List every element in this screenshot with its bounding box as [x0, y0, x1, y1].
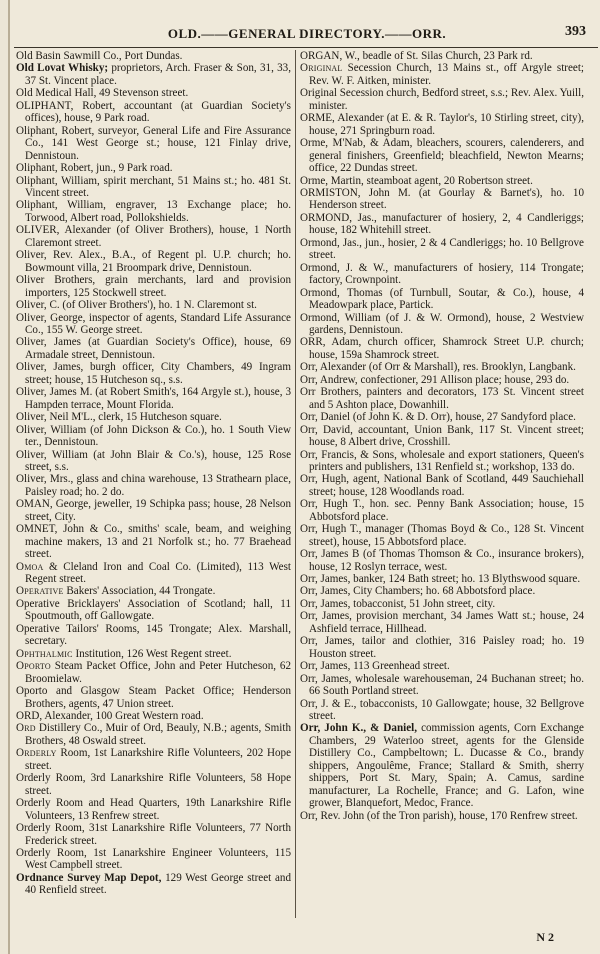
entry-text: commission agents, Corn Exchange Chambers, 29 Waterloo street, agents for the Glenside Distillery Co., Campbeltown; L. Ducasse & Co., brandy shippers, Angoulême, France; Stallard & Smith, sherry shippers, Port St. Mary, Spain; A. Camus, sardine manufacturer, La Rochelle, France; and G. Lafon, wine grower, Blanquefort, Medoc, France.: [309, 722, 584, 810]
entry-heading: Ormond, Jas., jun., hosier, 2 & 4 Candleriggs; ho. 10 Bellgrove street.: [300, 236, 584, 262]
signature-mark: N 2: [536, 930, 554, 944]
column-divider: [295, 50, 296, 918]
directory-entry: [300, 698, 584, 723]
directory-entry: [16, 224, 291, 249]
directory-entry: [16, 822, 291, 847]
directory-entry: [16, 772, 291, 797]
directory-entry: [16, 100, 291, 125]
entry-text: Secession Church, 13 Mains st., off Argyle street; Rev. W. F. Aitken, minister.: [309, 62, 584, 87]
directory-entry: [16, 312, 291, 337]
entry-text: & Cleland Iron and Coal Co. (Limited), 113 West Regent street.: [25, 560, 291, 586]
entry-text: Steam Packet Office, John and Peter Hutcheson, 62 Broomielaw.: [25, 660, 291, 685]
directory-entry: [16, 561, 291, 586]
directory-entry: [16, 473, 291, 498]
binding-edge: [8, 0, 10, 954]
entry-heading: Oliver, Mrs., glass and china warehouse, 13 Strathearn place, Paisley road; ho. 2 do.: [16, 473, 291, 498]
entry-heading: Old Medical Hall, 49 Stevenson street.: [16, 87, 189, 100]
directory-entry: [16, 162, 291, 174]
directory-entry: [16, 199, 291, 224]
directory-entry: [300, 573, 584, 585]
directory-entry: [300, 361, 584, 373]
entry-heading: Oliver, James M. (at Robert Smith's, 164 Argyle st.), house, 3 Hampden terrace, Mount Florida.: [16, 386, 291, 411]
entry-heading: Orme, M'Nab, & Adam, bleachers, scourers, calenderers, and general finishers, Greenfield; bleachfield, Newton Mearns; office, 22 Dundas street.: [300, 137, 584, 175]
entry-heading: Orr, James, tobacconist, 51 John street, city.: [300, 597, 496, 610]
directory-entry: [16, 685, 291, 710]
directory-entry: [300, 411, 584, 423]
directory-entry: [16, 797, 291, 822]
page-number: 393: [565, 24, 586, 39]
entry-heading: Oliphant, William, engraver, 13 Exchange place; ho. Torwood, Albert road, Pollokshields.: [16, 199, 291, 224]
entry-heading: Operative Tailors' Rooms, 145 Trongate; Alex. Marshall, secretary.: [16, 622, 291, 648]
directory-entry: [300, 660, 584, 672]
directory-entry: [16, 125, 291, 162]
entry-heading: Orr, Francis, & Sons, wholesale and export stationers, Queen's printers and publishers, 131 Renfield st.; workshop, 133 do.: [300, 448, 584, 473]
directory-entry: [16, 175, 291, 200]
directory-entry: [300, 523, 584, 548]
directory-entry: [300, 374, 584, 386]
directory-entry: [16, 274, 291, 299]
entry-heading: Oliver, C. (of Oliver Brothers'), ho. 1 N. Claremont st.: [16, 299, 257, 312]
entry-heading: Operative Bricklayers' Association of Scotland; hall, 11 Spoutmouth, off Gallowgate.: [16, 597, 291, 623]
entry-heading: Operative: [16, 585, 64, 598]
directory-entry: [16, 623, 291, 648]
header-rule: [14, 47, 598, 48]
entry-heading: Oliver, William (at John Blair & Co.'s), house, 125 Rose street, s.s.: [16, 448, 291, 473]
entry-heading: ORMOND, Jas., manufacturer of hosiery, 2, 4 Candleriggs; house, 182 Whitehill street.: [300, 211, 584, 237]
directory-entry: [300, 62, 584, 87]
directory-entry: [300, 336, 584, 361]
directory-entry: [300, 585, 584, 597]
entry-heading: Orr, Rev. John (of the Tron parish), house, 170 Renfrew street.: [300, 809, 578, 822]
directory-entry: [300, 87, 584, 112]
directory-entry: [16, 847, 291, 872]
directory-entry: [16, 87, 291, 99]
directory-entry: [300, 50, 584, 62]
entry-heading: Orderly Room and Head Quarters, 19th Lanarkshire Rifle Volunteers, 13 Renfrew street.: [16, 797, 291, 822]
entry-heading: Orr, James, tailor and clothier, 316 Paisley road; ho. 19 Houston street.: [300, 635, 584, 660]
directory-entry: [300, 610, 584, 635]
entry-heading: Oliver, William (of John Dickson & Co.), ho. 1 South View ter., Dennistoun.: [16, 423, 291, 449]
entry-heading: ORR, Adam, church officer, Shamrock Street U.P. church; house, 159a Shamrock street.: [300, 336, 584, 361]
left-column: [16, 50, 291, 897]
entry-text: proprietors, Arch. Fraser & Son, 31, 33, 37 St. Vincent place.: [25, 62, 292, 87]
directory-entry: [300, 810, 584, 822]
entry-heading: OMAN, George, jeweller, 19 Schipka pass; house, 28 Nelson street, City.: [16, 498, 291, 523]
entry-heading: Orr, Andrew, confectioner, 291 Allison place; house, 293 do.: [300, 373, 570, 386]
entry-heading: Orr, James, City Chambers; ho. 68 Abbotsford place.: [300, 585, 536, 598]
entry-heading: Orr, Hugh, agent, National Bank of Scotland, 449 Sauchiehall street; house, 128 Woodlands road.: [300, 473, 584, 498]
directory-entry: [16, 498, 291, 523]
right-column: [300, 50, 584, 822]
directory-entry: [300, 598, 584, 610]
entry-heading: Oporto: [16, 660, 51, 673]
entry-heading: Orderly: [16, 747, 57, 760]
entry-text: Bakers' Association, 44 Trongate.: [63, 585, 216, 598]
entry-heading: ORD, Alexander, 100 Great Western road.: [16, 710, 204, 723]
entry-heading: Orr, James B (of Thomas Thomson & Co., insurance brokers), house, 12 Roslyn terrace, west.: [300, 548, 584, 573]
directory-entry: [16, 249, 291, 274]
directory-entry: [300, 187, 584, 212]
entry-heading: Orr, James, 113 Greenhead street.: [300, 660, 450, 673]
entry-heading: Ormond, Thomas (of Turnbull, Soutar, & Co.), house, 4 Meadowpark place, Partick.: [300, 286, 584, 312]
entry-heading: Oliver, James, burgh officer, City Chambers, 49 Ingram street; house, 15 Hutcheson sq., s.s.: [16, 361, 291, 386]
entry-text: 129 West George street and 40 Renfield street.: [25, 871, 291, 897]
directory-entry: [300, 386, 584, 411]
entry-heading: Original: [300, 62, 343, 75]
entry-heading: Original Secession church, Bedford street, s.s.; Rev. Alex. Yuill, minister.: [300, 87, 584, 112]
directory-entry: [16, 872, 291, 897]
entry-heading: Orr, James, banker, 124 Bath street; ho. 13 Blythswood square.: [300, 573, 581, 586]
directory-entry: [16, 386, 291, 411]
entry-heading: Oliphant, Robert, surveyor, General Life and Fire Assurance Co., 141 West George st.; house, 121 Finlay drive, Dennistoun.: [16, 124, 291, 162]
entry-text: Room, 1st Lanarkshire Rifle Volunteers, 202 Hope street.: [25, 747, 291, 772]
entry-heading: Orr, James, wholesale warehouseman, 24 Buchanan street; ho. 66 South Portland street.: [300, 672, 584, 698]
directory-entry: [300, 548, 584, 573]
entry-heading: Orr, David, accountant, Union Bank, 117 St. Vincent street; house, 8 Albert drive, Crosshill.: [300, 423, 584, 449]
entry-heading: OLIPHANT, Robert, accountant (at Guardian Society's offices), house, 9 Park road.: [16, 99, 291, 125]
directory-entry: [300, 673, 584, 698]
directory-entry: [16, 62, 291, 87]
directory-entry: [16, 411, 291, 423]
directory-entry: [16, 361, 291, 386]
directory-entry: [16, 449, 291, 474]
directory-entry: [16, 598, 291, 623]
entry-heading: Ormond, William (of J. & W. Ormond), house, 2 Westview gardens, Dennistoun.: [300, 311, 584, 336]
entry-heading: Orr, Daniel (of John K. & D. Orr), house, 27 Sandyford place.: [300, 411, 576, 424]
entry-heading: Orr, John K., & Daniel,: [300, 722, 417, 735]
entry-heading: Oliver, Rev. Alex., B.A., of Regent pl. U.P. church; ho. Bowmount villa, 21 Broompark drive, Dennistoun.: [16, 249, 291, 274]
entry-heading: Orr, J. & E., tobacconists, 10 Gallowgate; house, 32 Bellgrove street.: [300, 697, 584, 723]
directory-entry: [300, 262, 584, 287]
running-head: OLD.——GENERAL DIRECTORY.——ORR.: [167, 26, 447, 41]
entry-heading: ORMISTON, John M. (at Gourlay & Barnet's), ho. 10 Henderson street.: [300, 186, 584, 212]
entry-heading: Old Basin Sawmill Co., Port Dundas.: [16, 50, 183, 62]
directory-entry: [16, 50, 291, 62]
directory-page: [8, 0, 600, 954]
entry-text: Distillery Co., Muir of Ord, Beauly, N.B.; agents, Smith Brothers, 48 Oswald street.: [25, 722, 291, 747]
page-header: [20, 22, 594, 44]
entry-heading: ORGAN, W., beadle of St. Silas Church, 23 Park rd.: [300, 50, 533, 62]
directory-entry: [16, 660, 291, 685]
directory-entry: [300, 312, 584, 337]
entry-heading: Oporto and Glasgow Steam Packet Office; Henderson Brothers, agents, 47 Union street.: [16, 685, 291, 710]
entry-heading: Orderly Room, 3rd Lanarkshire Rifle Volunteers, 58 Hope street.: [16, 772, 291, 797]
entry-heading: OLIVER, Alexander (of Oliver Brothers), house, 1 North Claremont street.: [16, 224, 291, 249]
entry-heading: Ormond, J. & W., manufacturers of hosiery, 114 Trongate; factory, Crownpoint.: [300, 261, 584, 287]
entry-heading: Omoa: [16, 560, 44, 573]
directory-entry: [16, 722, 291, 747]
directory-entry: [300, 237, 584, 262]
entry-text: Institution, 126 West Regent street.: [72, 647, 232, 660]
directory-entry: [16, 747, 291, 772]
entry-heading: OMNET, John & Co., smiths' scale, beam, and weighing machine makers, 13 and 21 Norfolk st.; ho. 77 Braehead street.: [16, 523, 291, 561]
directory-entry: [300, 722, 584, 809]
entry-heading: Oliver, Neil M'L., clerk, 15 Hutcheson square.: [16, 411, 222, 424]
entry-heading: Ordnance Survey Map Depot,: [16, 871, 162, 884]
entry-heading: Oliver, George, inspector of agents, Standard Life Assurance Co., 155 W. George street.: [16, 311, 291, 336]
entry-heading: Orr, Hugh T., hon. sec. Penny Bank Association; house, 15 Abbotsford place.: [300, 498, 584, 523]
directory-entry: [300, 498, 584, 523]
entry-heading: Old Lovat Whisky;: [16, 62, 109, 75]
directory-entry: [300, 137, 584, 174]
directory-entry: [300, 112, 584, 137]
directory-entry: [300, 449, 584, 474]
directory-entry: [16, 336, 291, 361]
entry-heading: Oliver, James (at Guardian Society's Office), house, 69 Armadale street, Dennistoun.: [16, 336, 291, 361]
directory-entry: [300, 424, 584, 449]
entry-heading: Orr, Alexander (of Orr & Marshall), res. Brooklyn, Langbank.: [300, 361, 576, 374]
entry-heading: Orr, Hugh T., manager (Thomas Boyd & Co., 128 St. Vincent street), house, 15 Abbotsford place.: [300, 523, 584, 548]
entry-heading: Orme, Martin, steamboat agent, 20 Robertson street.: [300, 174, 533, 187]
entry-heading: ORME, Alexander (at E. & R. Taylor's, 10 Stirling street, city), house, 271 Springburn road.: [300, 112, 584, 137]
directory-entry: [16, 710, 291, 722]
entry-heading: Orderly Room, 31st Lanarkshire Rifle Volunteers, 77 North Frederick street.: [16, 822, 291, 847]
entry-heading: Oliver Brothers, grain merchants, lard and provision importers, 125 Stockwell street.: [16, 274, 291, 299]
directory-entry: [300, 212, 584, 237]
directory-entry: [16, 299, 291, 311]
entry-heading: Oliphant, Robert, jun., 9 Park road.: [16, 162, 173, 175]
directory-entry: [300, 635, 584, 660]
directory-entry: [16, 585, 291, 597]
directory-entry: [300, 473, 584, 498]
entry-heading: Oliphant, William, spirit merchant, 51 Mains st.; ho. 481 St. Vincent street.: [16, 174, 291, 199]
directory-entry: [16, 424, 291, 449]
directory-entry: [300, 175, 584, 187]
entry-heading: Orr, James, provision merchant, 34 James Watt st.; house, 24 Ashfield terrace, Hillhead.: [300, 610, 584, 635]
entry-heading: Orr Brothers, painters and decorators, 173 St. Vincent street and 5 Ashton place, Dowanhill.: [300, 386, 584, 411]
entry-heading: Ophthalmic: [16, 647, 73, 660]
entry-heading: Ord: [16, 722, 36, 735]
directory-entry: [300, 287, 584, 312]
directory-entry: [16, 523, 291, 560]
entry-heading: Orderly Room, 1st Lanarkshire Engineer Volunteers, 115 West Campbell street.: [16, 847, 291, 872]
directory-entry: [16, 648, 291, 660]
